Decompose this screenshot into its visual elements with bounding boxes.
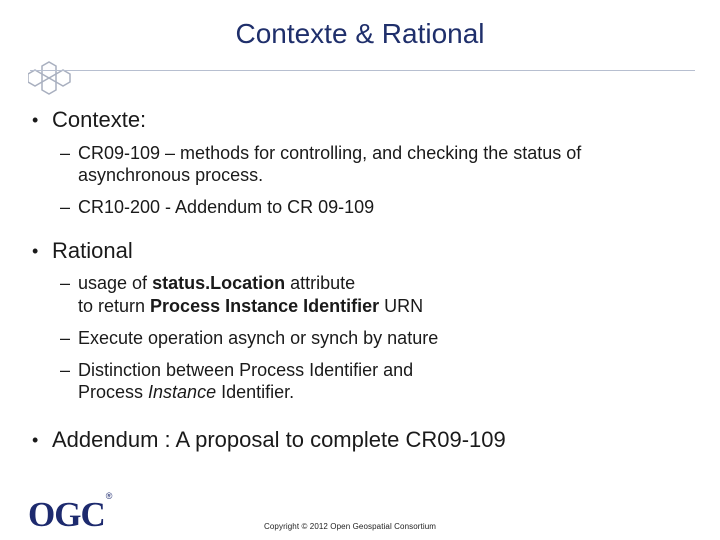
section-rational [32,239,682,264]
dash-icon: – [60,197,71,218]
section-label: Rational [52,237,133,263]
slide-title: Contexte & Rational [235,18,485,49]
list-item-text: usage of status.Location attribute to return Process Instance Identifier URN [78,273,424,316]
list-item-text: CR10-200 - Addendum to CR 09-109 [78,197,375,218]
section-label: Addendum : A proposal to complete CR09-109 [52,426,506,452]
list-item [60,327,682,349]
footer-copyright: Copyright © 2012 Open Geospatial Consortium [264,522,437,531]
list-item-text: Execute operation asynch or synch by nature [78,327,439,348]
section-contexte [32,108,682,133]
list-item-text: Distinction between Process Identifier and Process Instance Identifier. [78,360,414,403]
dash-icon: – [60,273,71,294]
list-item [60,272,682,317]
title-divider [30,70,695,71]
dash-icon: – [60,360,71,381]
dash-icon: – [60,142,71,163]
list-item-text: CR09-109 – methods for controlling, and checking the status of asynchronous process. [78,142,582,185]
list-item [60,196,682,218]
section-addendum [32,428,682,453]
list-item [60,142,682,187]
hexagon-cluster-icon [28,60,78,96]
dash-icon: – [60,327,71,348]
section-label: Contexte: [52,107,147,132]
bullet-icon: • [32,429,39,450]
list-item [60,359,682,404]
bullet-icon: • [32,110,39,130]
slide-content [32,108,682,463]
ogc-logo: OGC® [28,491,112,534]
bullet-icon: • [32,240,39,261]
